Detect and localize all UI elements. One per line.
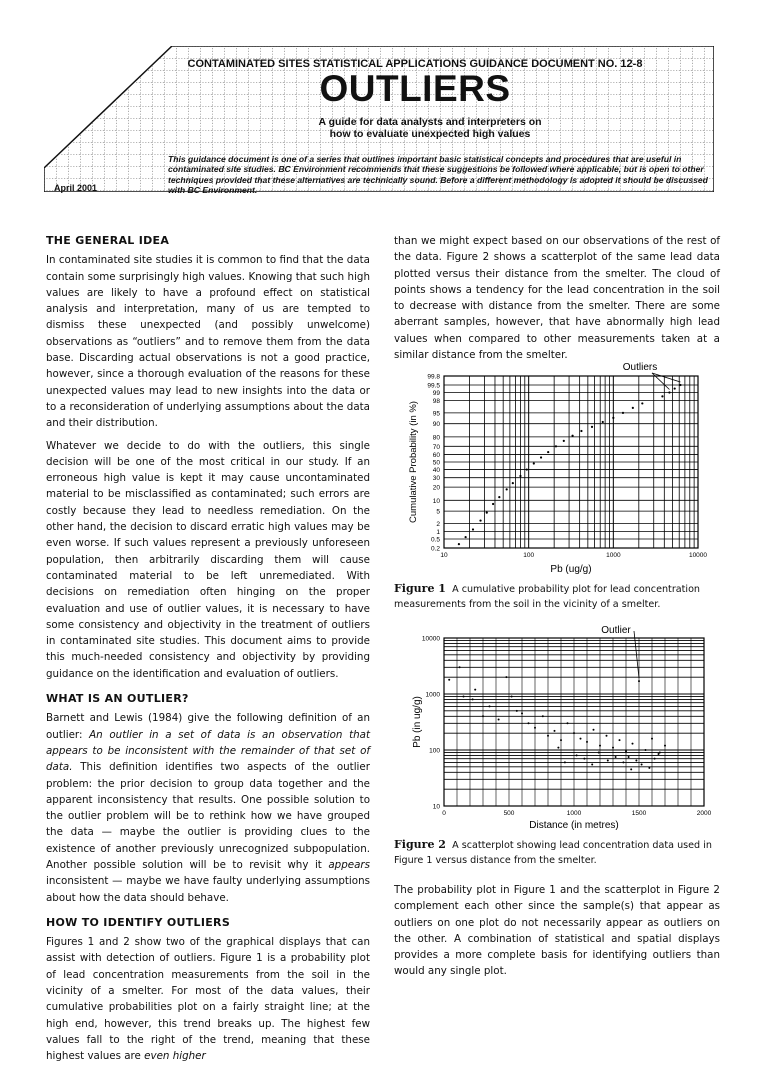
data-point [506,488,508,490]
y-tick-label: 30 [432,475,440,483]
y-tick-label: 1000 [425,691,440,699]
data-point [622,412,624,414]
data-point [516,710,518,712]
figure-2-caption-text: A scatterplot showing lead concentration data used in Figure 1 versus distance from the smelter. [394,840,712,866]
what-is-text-b: This definition identifies two aspects of the outlier problem: the prior decision to group data together and the apparent inconsistency that results. One possible solution to the outlier problem will be to rethink how we have grouped the data — maybe the outlier is providing clues to the existence of another previously unrecognized subpopulation. Another possible solution will be to revisit why it [46,761,370,871]
right-column-top [394,233,720,363]
data-point [482,715,484,717]
publication-date: April 2001 [54,183,98,193]
what-is-text-a: Barnett and Lewis (1984) give the following definition of an outlier: [46,712,370,741]
how-to-paragraph-3: The probability plot in Figure 1 and the scatterplot in Figure 2 complement each other since the sample(s) that appear as outliers on one plot do not necessarily appear as outliers on the other. A combination of statistical and spatial displays provides a more complete basis for identifying outliers than would any single plot. [394,884,720,978]
data-point [612,747,614,749]
y-tick-label: 1 [436,529,440,537]
y-tick-label: 95 [432,410,440,418]
section-heading-how-to: HOW TO IDENTIFY OUTLIERS [46,915,231,929]
figure-2-label: Figure 2 [394,838,446,851]
data-point [479,519,481,521]
data-point [459,666,461,668]
y-axis-label: Pb (in ug/g) [412,696,423,748]
figure-1-label: Figure 1 [394,582,446,595]
data-point [632,743,634,745]
data-point [534,727,536,729]
how-to-paragraph-2: than we might expect based on our observations of the rest of the data. Figure 2 shows a scatterplot of the same lead data plotted versus their distance from the smelter. The cloud of points shows a tendency for the lead concentration in the soil to decrease with distance from the smelter. There are some aberrant samples, however, that have abnormally high lead values when compared to other measurements taken at a similar distance from the smelter. [394,235,720,362]
data-point [526,468,528,470]
data-point [619,739,621,741]
data-point [630,768,632,770]
data-point [612,417,614,419]
section-heading-what-is: WHAT IS AN OUTLIER? [46,692,189,706]
section-heading-general-idea: THE GENERAL IDEA [46,234,170,247]
data-point [593,729,595,731]
data-point [591,426,593,428]
guidance-note: This guidance document is one of a series that outlines important basic statistical concepts and procedures that are useful in contaminated site studies. BC Environment recommends that these suggestions be followed where applicable, but is open to other techniques provided that these alternatives are technically sound. Before a different methodology is adopted it should be discussed with BC Environment. [168,154,708,195]
y-tick-label: 50 [432,459,440,467]
document-subtitle [250,116,610,140]
data-point [472,528,474,530]
data-point [598,752,600,754]
general-idea-paragraph-1: In contaminated site studies it is common to find that the data contain some surprisingly high values. Knowing that such high values are likely to have a profound effect on statistical analysis and interpretation, many of us are tempted to dismiss these unexpected (and possibly unwelcome) observations as “outliers” and to remove them from the data base. Discarding actual observations is not a good practice, however, since a thorough evaluation of the reasons for these unexpected values may lead to new insights into the data or to a reconsideration of underlying assumptions about the data and their distribution. [46,254,370,430]
data-point [580,430,582,432]
what-is-text-c: inconsistent — maybe we have faulty underlying assumptions about how the data should behave. [46,875,370,904]
data-point [635,759,637,761]
figure-1-probability-plot [394,362,720,578]
y-tick-label: 20 [432,484,440,492]
data-point [625,750,627,752]
y-tick-label: 80 [432,434,440,442]
how-to-text-a: Figures 1 and 2 show two of the graphical displays that can assist with detection of outliers. Figure 1 is a probability plot of lead concentration measurements from the soil in the vicinity of a smelter. For most of the data values, their cumulative probabilities plot on a fairly straight line; at the high end, however, this trend breaks up. The highest few values fall to the right of the trend, meaning that these highest values are [46,936,370,1063]
data-point [622,761,624,763]
data-point [580,738,582,740]
data-point [674,387,676,389]
y-tick-label: 0.2 [430,545,440,553]
y-tick-label: 60 [432,451,440,459]
data-point [458,543,460,545]
data-point [648,767,650,769]
data-point [505,676,507,678]
data-point [628,756,630,758]
data-point [576,754,578,756]
data-point [519,475,521,477]
y-tick-label: 2 [436,520,440,528]
data-point [607,759,609,761]
data-point [498,719,500,721]
data-point [641,402,643,404]
x-tick-label: 10 [440,552,448,559]
data-point [651,738,653,740]
x-tick-label: 100 [523,552,535,559]
data-point [645,749,647,751]
data-point [654,758,656,760]
x-tick-label: 0 [442,810,446,817]
x-tick-label: 1500 [631,810,647,817]
figure-2-scatterplot [394,622,720,834]
data-point [668,391,670,393]
x-axis-label: Pb (ug/g) [550,564,592,575]
subtitle-line-2: how to evaluate unexpected high values [329,128,531,140]
x-tick-label: 1000 [566,810,582,817]
right-column-bottom [394,882,720,980]
data-point [661,395,663,397]
data-point [606,735,608,737]
even-higher-emphasis: even higher [144,1050,206,1063]
data-point [554,730,556,732]
data-point [511,696,513,698]
y-tick-label: 90 [432,421,440,429]
data-point [472,698,474,700]
y-tick-label: 10000 [421,635,440,643]
data-point [560,739,562,741]
data-point [586,741,588,743]
data-point [638,680,640,682]
y-tick-label: 98 [432,398,440,406]
general-idea-paragraph-2: Whatever we decide to do with the outliers, this single decision will be one of the most critical in our study. If an erroneous high value is kept it may cause uncontaminated material to be misclassified as contaminated; such errors are costly because they lead to needless remediation. On the other hand, the decision to discard erratic high values may be even worse. If such values represent a previously unforeseen population, then arbitrarily discarding them will cause contaminated material to be left unremediated. With decisions on remediation often hinging on the proper evaluation and use of outlier values, it is necessary to have some consistency and objectivity in the treatment of outliers in contaminated site studies. This document aims to provide this much-needed consistency and objectivity by providing guidance on the identification and evaluation of outliers. [46,439,370,680]
data-point [465,536,467,538]
document-title: OUTLIERS [319,68,511,109]
outliers-annotation: Outliers [622,362,658,373]
data-point [498,496,500,498]
data-point [521,712,523,714]
data-point [486,512,488,514]
data-point [567,722,569,724]
data-point [599,745,601,747]
y-tick-label: 99.5 [427,382,440,390]
y-axis-label: Cumulative Probability (in %) [408,401,419,523]
data-point [641,764,643,766]
data-point [632,407,634,409]
subtitle-line-1: A guide for data analysts and interpreters on [318,116,542,128]
y-tick-label: 10 [432,497,440,505]
data-point [512,482,514,484]
outlier-annotation: Outlier [601,625,631,636]
data-point [489,705,491,707]
data-point [583,758,585,760]
left-column [46,233,370,1065]
outlier-definition: An outlier in a set of data is an observation that appears to be inconsistent with the remainder of that set of data. [46,728,371,774]
y-tick-label: 5 [436,508,440,516]
how-to-paragraph-1 [46,934,370,1064]
data-point [533,462,535,464]
data-point [547,451,549,453]
data-point [679,384,681,386]
data-point [571,435,573,437]
y-tick-label: 100 [429,747,440,755]
figure-1-caption [394,581,720,612]
data-point [463,696,465,698]
data-point [659,752,661,754]
y-tick-label: 70 [432,443,440,451]
data-point [542,715,544,717]
y-tick-label: 40 [432,467,440,475]
data-point [540,456,542,458]
data-point [528,722,530,724]
appears-emphasis: appears [328,858,370,871]
figure-2-caption [394,837,720,868]
x-tick-label: 500 [503,810,515,817]
y-tick-label: 0.5 [430,536,440,544]
data-point [573,732,575,734]
data-point [474,689,476,691]
data-point [555,445,557,447]
x-tick-label: 1000 [606,552,621,559]
x-tick-label: 10000 [688,552,708,559]
y-tick-label: 99.8 [427,373,440,381]
x-tick-label: 2000 [696,810,712,817]
data-point [557,747,559,749]
y-tick-label: 10 [432,803,440,811]
data-point [564,761,566,763]
data-point [563,440,565,442]
data-point [492,503,494,505]
data-point [602,421,604,423]
data-point [615,756,617,758]
document-series-line: CONTAMINATED SITES STATISTICAL APPLICATIONS GUIDANCE DOCUMENT NO. 12-8 [187,58,643,70]
data-point [448,679,450,681]
what-is-paragraph [46,710,370,906]
data-point [547,735,549,737]
figure-1-caption-text: A cumulative probability plot for lead concentration measurements from the soil in the vicinity of a smelter. [394,584,701,610]
x-axis-label: Distance (in metres) [529,820,619,831]
data-point [591,764,593,766]
data-point [664,745,666,747]
y-tick-label: 99 [432,389,440,397]
